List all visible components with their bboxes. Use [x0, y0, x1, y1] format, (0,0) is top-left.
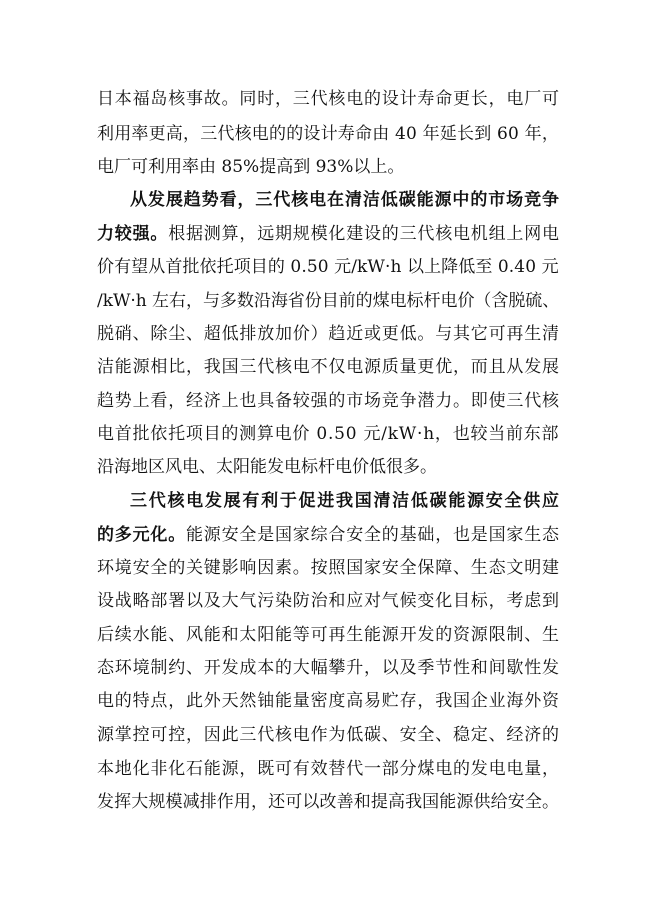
text-line: [97, 390, 560, 412]
text-span: 发挥大规模减排作用，还可以改善和提高我国能源供给安全。: [97, 792, 560, 812]
text-span: 源掌控可控，因此三代核电作为低碳、安全、稳定、经济的: [97, 725, 560, 745]
text-line: [97, 123, 559, 145]
text-line: [97, 323, 560, 345]
text-span: 环境安全的关键影响因素。按照国家安全保障、生态文明建: [97, 558, 560, 578]
bold-text-span: 三代核电发展有利于促进我国清洁低碳能源安全供应: [130, 491, 561, 511]
text-line: [97, 524, 560, 546]
text-span: 能源安全是国家综合安全的基础，也是国家生态: [186, 525, 560, 545]
text-span: 电厂可利用率由 85%提高到 93%以上。: [97, 157, 405, 177]
text-span: /kW·h 左右，与多数沿海省份目前的煤电标杆电价（含脱硫、: [97, 291, 560, 311]
text-line: [130, 189, 560, 211]
text-line: [97, 423, 559, 445]
text-line: [97, 690, 560, 712]
text-span: 态环境制约、开发成本的大幅攀升，以及季节性和间歇性发: [97, 658, 560, 678]
text-span: 价有望从首批依托项目的 0.50 元/kW·h 以上降低至 0.40 元: [97, 257, 559, 277]
text-line: [97, 356, 560, 378]
text-line: [97, 557, 560, 579]
text-line: [97, 290, 559, 312]
text-line: [97, 256, 559, 278]
text-line: [97, 456, 437, 478]
text-span: 脱硝、除尘、超低排放加价）趋近或更低。与其它可再生清: [97, 324, 560, 344]
bold-text-span: 的多元化。: [97, 525, 186, 545]
text-span: 电首批依托项目的测算电价 0.50 元/kW·h，也较当前东部: [97, 424, 560, 444]
text-line: [97, 758, 560, 780]
text-span: 后续水能、风能和太阳能等可再生能源开发的资源限制、生: [97, 625, 560, 645]
text-span: 根据测算，远期规模化建设的三代核电机组上网电: [168, 224, 560, 244]
text-span: 洁能源相比，我国三代核电不仅电源质量更优，而且从发展: [97, 357, 560, 377]
text-line: [97, 156, 404, 178]
text-line: [97, 223, 560, 245]
text-span: 沿海地区风电、太阳能发电标杆电价低很多。: [97, 457, 437, 477]
text-span: 利用率更高，三代核电的的设计寿命由 40 年延长到 60 年，: [97, 124, 560, 144]
bold-text-span: 从发展趋势看，三代核电在清洁低碳能源中的市场竞争: [130, 190, 560, 210]
text-line: [97, 624, 560, 646]
bold-text-span: 力较强。: [97, 224, 169, 244]
text-line: [130, 490, 561, 512]
text-span: 本地化非化石能源，既可有效替代一部分煤电的发电电量，: [97, 759, 560, 779]
text-line: [97, 657, 560, 679]
text-span: 电的特点，此外天然铀能量密度高易贮存，我国企业海外资: [97, 691, 560, 711]
text-span: 趋势上看，经济上也具备较强的市场竞争潜力。即使三代核: [97, 391, 560, 411]
text-span: 日本福岛核事故。同时，三代核电的设计寿命更长，电厂可: [97, 89, 560, 109]
text-span: 设战略部署以及大气污染防治和应对气候变化目标，考虑到: [97, 591, 560, 611]
text-line: [97, 724, 560, 746]
text-line: [97, 791, 559, 813]
text-line: [97, 88, 560, 110]
text-line: [97, 590, 560, 612]
